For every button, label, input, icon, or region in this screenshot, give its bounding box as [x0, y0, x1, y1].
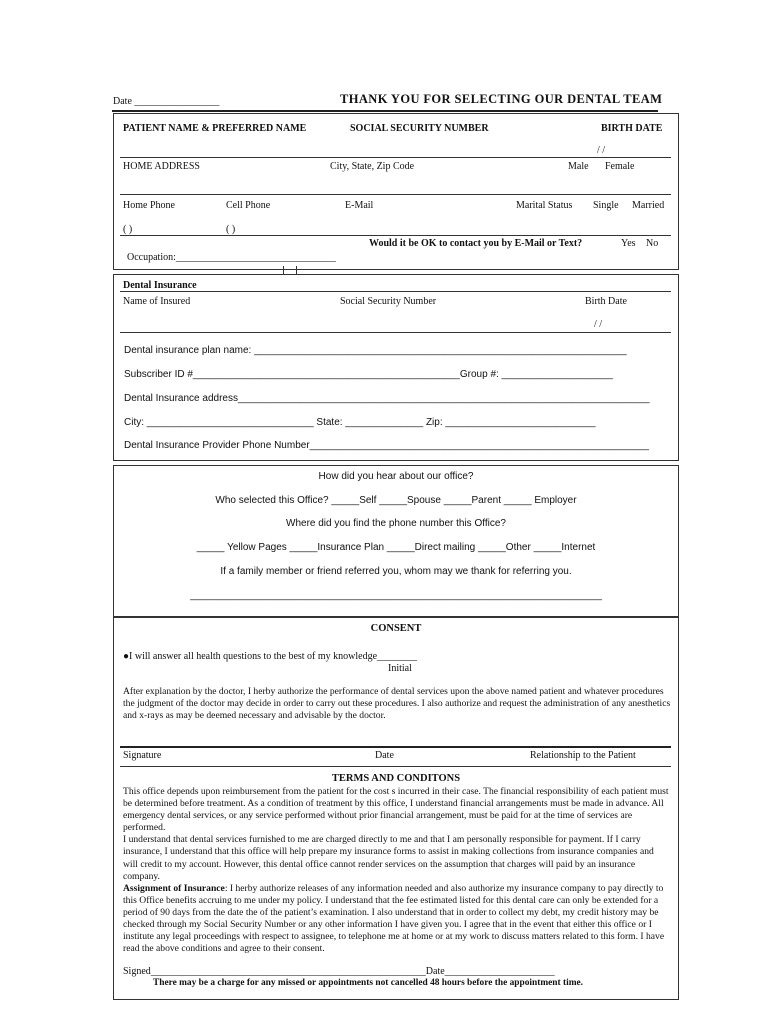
cell-phone-area-code[interactable]: ( ): [226, 224, 236, 235]
hear-about-question: How did you hear about our office?: [318, 471, 474, 482]
page-title: THANK YOU FOR SELECTING OUR DENTAL TEAM: [340, 92, 663, 106]
female-option[interactable]: Female: [605, 161, 635, 172]
insured-birth-date-label: Birth Date: [585, 296, 627, 307]
assignment-of-insurance-text: : I herby authorize releases of any information needed and also authorize my insurance company to pay directly to this Office benefits accruing to me under my policy. I understand that the fee estimated listed for this dental care can only be extended for a period of 90 days from the date the of the patient’s examination. I also understand that in order to collect my debt, my credit history may be checked through my Social Security Number or any other information I have given you. I agree that in the event that either this office or I institute any legal proceedings with respect to assignee, to telephone me at home or at my work to discuss matters related to this form. I have read the above conditions and agree to their consent.: [123, 882, 665, 955]
section-connector: [283, 266, 297, 274]
married-option[interactable]: Married: [632, 200, 665, 211]
contact-question: Would it be OK to contact you by E-Mail or Text?: [369, 238, 583, 249]
contact-yes-option[interactable]: Yes: [621, 238, 636, 249]
name-of-insured-label: Name of Insured: [123, 296, 191, 307]
provider-phone-field[interactable]: Dental Insurance Provider Phone Number_____________________________________________________________: [124, 440, 649, 451]
city-state-zip-label: City, State, Zip Code: [330, 161, 415, 172]
relationship-label: Relationship to the Patient: [530, 750, 636, 761]
referral-name-field[interactable]: __________________________________________________________________________: [190, 590, 602, 601]
consent-paragraph: After explanation by the doctor, I herby authorize the performance of dental services upon the above named patient and whatever procedures the judgment of the doctor may decide in order to carry out these procedures. I also authorize and request the administration of any anesthetics and x-rays as may be deemed necessary and advisable by the doctor.: [123, 686, 671, 722]
consent-date-label: Date: [375, 750, 394, 761]
home-phone-area-code[interactable]: ( ): [123, 224, 133, 235]
subscriber-id-field[interactable]: Subscriber ID #________________________________________________Group #: ____________________: [124, 369, 613, 380]
initial-label: Initial: [388, 663, 412, 674]
cell-phone-label: Cell Phone: [226, 200, 271, 211]
phone-source-question: Where did you find the phone number this Office?: [286, 518, 506, 529]
single-option[interactable]: Single: [593, 200, 619, 211]
referral-thank-question: If a family member or friend referred you, whom may we thank for referring you.: [220, 566, 572, 577]
home-phone-label: Home Phone: [123, 200, 175, 211]
who-selected-options[interactable]: Who selected this Office? _____Self _____Spouse _____Parent _____ Employer: [215, 495, 577, 506]
patient-row-divider: [120, 194, 671, 195]
phone-source-options[interactable]: _____ Yellow Pages _____Insurance Plan _____Direct mailing _____Other _____Internet: [196, 542, 596, 553]
missed-appointment-notice: There may be a charge for any missed or appointments not cancelled 48 hours before the appointment time.: [153, 978, 584, 988]
terms-divider: [120, 766, 671, 767]
terms-paragraph-2: I understand that dental services furnished to me are charged directly to me and that I am personally responsible for payment. If I carry insurance, I understand that this office will help prepare my insurance forms to assist in making collections from insurance companies and will credit to my account. However, this dental office cannot render services on the assumption that charges will paid by an insurance company.: [123, 834, 654, 882]
insurance-address-field[interactable]: Dental Insurance address__________________________________________________________________________: [124, 393, 650, 404]
assignment-of-insurance-heading: Assignment of Insurance: [123, 882, 225, 894]
occupation-field[interactable]: Occupation:________________________________: [127, 252, 336, 263]
insurance-city-field[interactable]: City: ______________________________ State: ______________ Zip: ___________________________: [124, 417, 596, 428]
knowledge-initial-field[interactable]: ●I will answer all health questions to the best of my knowledge________: [123, 651, 418, 662]
patient-row-divider: [120, 157, 671, 158]
contact-no-option[interactable]: No: [646, 238, 659, 249]
terms-paragraph-1: This office depends upon reimbursement from the patient for the cost s incurred in their case. The financial responsibility of each patient must be determined before treatment. As a condition of treatment by this office, I understand financial arrangements must be made in advance. All emergency dental services, or any service performed without prior financial arrangement, must be paid for at the time of services are performed.: [123, 786, 669, 834]
ssn-label: SOCIAL SECURITY NUMBER: [350, 123, 489, 134]
patient-row-divider: [120, 235, 671, 236]
male-option[interactable]: Male: [568, 161, 589, 172]
terms-heading: TERMS AND CONDITONS: [331, 773, 461, 784]
email-label: E-Mail: [345, 200, 374, 211]
dental-insurance-heading: Dental Insurance: [123, 280, 197, 291]
signed-date-field[interactable]: Signed_______________________________________________________Date______________________: [123, 966, 555, 977]
insured-ssn-label: Social Security Number: [340, 296, 437, 307]
plan-name-field[interactable]: Dental insurance plan name: ___________________________________________________________________: [124, 345, 627, 356]
date-label: Date _________________: [113, 96, 220, 107]
birth-date-slashes[interactable]: / /: [597, 145, 606, 156]
insurance-divider: [120, 291, 671, 292]
insured-birth-slashes[interactable]: / /: [594, 319, 603, 330]
birth-date-label: BIRTH DATE: [601, 123, 663, 134]
signature-label: Signature: [123, 750, 162, 761]
terms-paragraphs: [123, 786, 671, 955]
patient-name-label: PATIENT NAME & PREFERRED NAME: [123, 123, 307, 134]
terms-paragraph-3: [123, 883, 671, 956]
signature-line: [120, 746, 671, 748]
home-address-label: HOME ADDRESS: [123, 161, 200, 172]
insurance-divider: [120, 332, 671, 333]
marital-status-label: Marital Status: [516, 200, 573, 211]
header-divider: [112, 110, 658, 112]
consent-heading: CONSENT: [370, 623, 422, 634]
